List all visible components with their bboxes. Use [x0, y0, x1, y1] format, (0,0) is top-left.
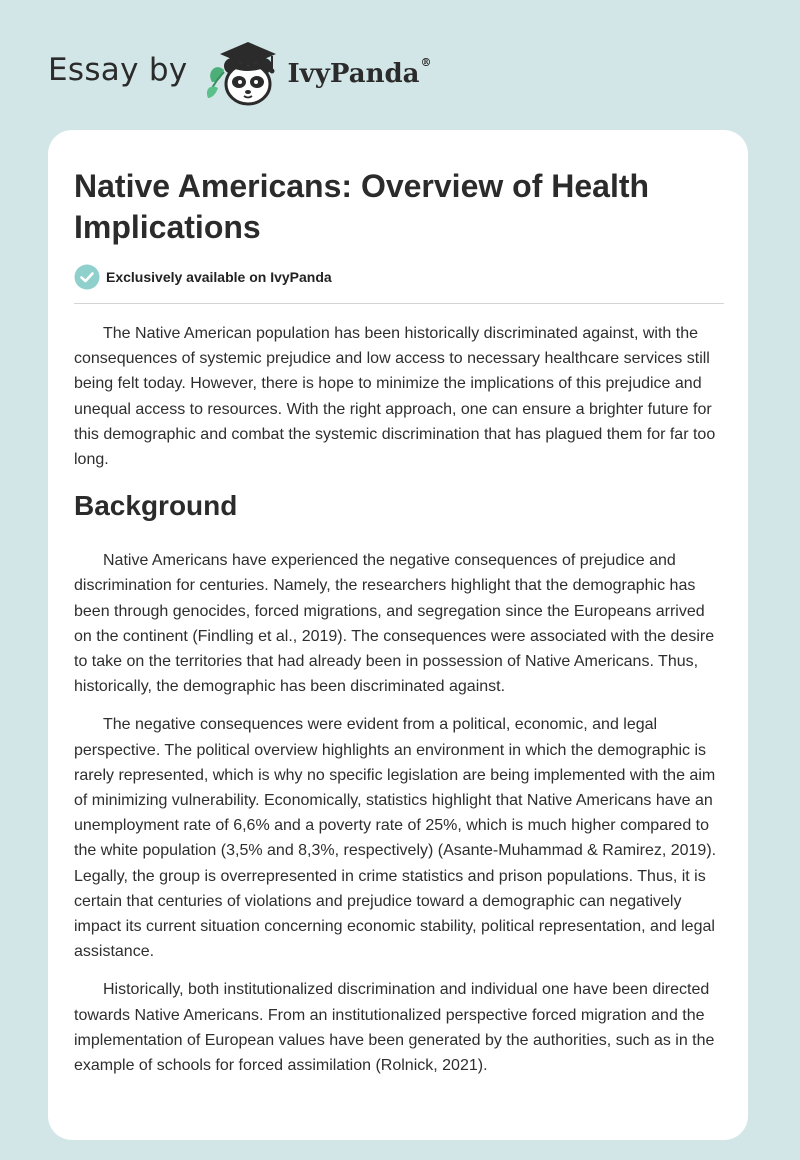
body-paragraph: The negative consequences were evident from a political, economic, and legal perspective. The political overview highlights an environment in which the demographic is rarely represented, which is why no specific legislation are being implemented with the aim of minimizing vulnerability. Economically, statistics highlight that Native Americans have an unemployment rate of 6,6% and a poverty rate of 25%, which is much higher compared to the white population (3,5% and 8,3%, respectively) (Asante-Muhammad & Ramirez, 2019). Legally, the group is overrepresented in crime statistics and prison populations. Thus, it is certain that centuries of violations and prejudice toward a demographic can negatively impact its current situation concerning economic stability, political representation, and legal assistance. — [74, 716, 717, 961]
body-paragraph: Native Americans have experienced the negative consequences of prejudice and discrimination for centuries. Namely, the researchers highlight that the demographic has been through genocides, forced migrations, and segregation since the Europeans arrived on the continent (Findling et al., 2019). The consequences were associated with the desire to take on the territories that had already been in possession of Native Americans. Thus, historically, the demographic has been discriminated against. — [74, 552, 715, 696]
essay-body — [74, 321, 726, 1091]
panda-graduate-icon[interactable] — [202, 30, 294, 110]
intro-paragraph: The Native American population has been historically discriminated against, with the consequences of systemic prejudice and low access to necessary healthcare services still being felt today. However, there is hope to minimize the implications of this prejudice and unequal access to resources. With the right approach, one can ensure a brighter future for this demographic and combat the systemic discrimination that has plagued them for far too long. — [74, 325, 716, 469]
body-paragraph: Historically, both institutionalized discrimination and individual one have been directed towards Native Americans. From an institutionalized perspective forced migration and the implementation of European values have been generated by the authorities, such as in the example of schools for forced assimilation (Rolnick, 2021). — [74, 981, 715, 1075]
essay-card — [48, 130, 748, 1140]
check-circle-icon — [74, 264, 100, 290]
page-title: Native Americans: Overview of Health Implications — [74, 168, 650, 245]
section-heading: Background — [74, 490, 238, 522]
site-header — [48, 30, 432, 110]
exclusive-badge — [74, 263, 332, 291]
trademark-symbol: ® — [420, 56, 432, 70]
divider — [74, 303, 724, 304]
badge-label: Exclusively available on IvyPanda — [106, 269, 332, 285]
essay-by-label: Essay by — [48, 52, 188, 88]
brand-name[interactable]: IvyPanda® — [287, 56, 432, 89]
